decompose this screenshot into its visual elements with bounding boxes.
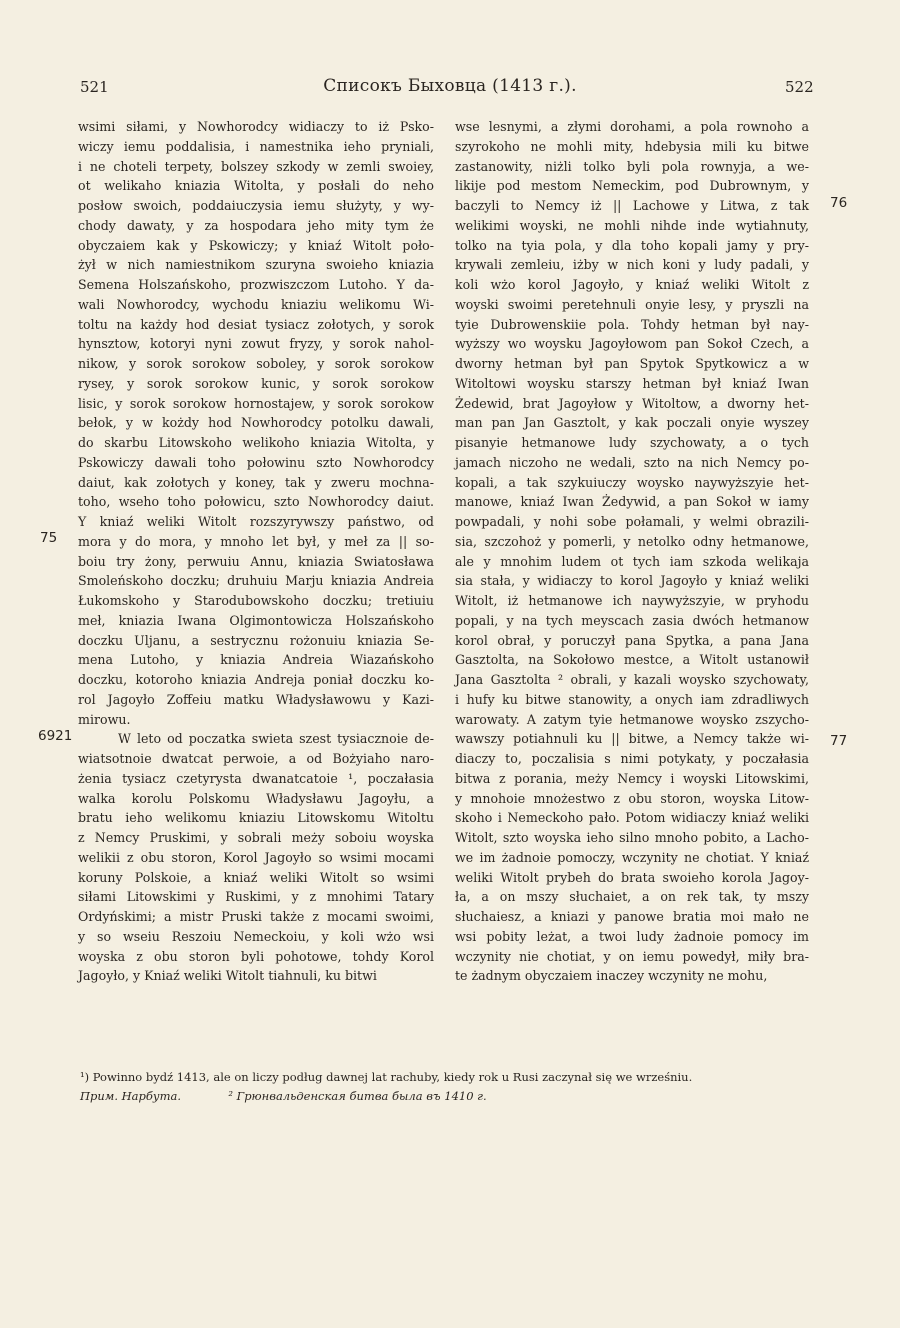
text-line: siłami Litowskimi y Ruskimi, y z mnohimi Tatary [78, 889, 434, 905]
text-line: doczku, kotoroho kniazia Andreja poniał doczku ko- [78, 672, 434, 687]
margin-number-76: 76 [830, 195, 848, 211]
text-line: z Nemcy Pruskimi, y sobrali meży soboiu woyska [78, 830, 434, 845]
text-line: W leto od poczatka swieta szest tysiacznoie de- [118, 731, 434, 747]
text-line: toltu na każdy hod desiat tysiacz zołotych, y sorok [78, 316, 434, 332]
text-line: ale y mnohim ludem ot tych iam szkoda welikaja [455, 553, 809, 569]
text-line: Jana Gasztolta ² obrali, y kazali woysko szychowaty, [455, 672, 809, 687]
text-line: sia, szczohoż y pomerli, y netolko odny hetmanowe, [455, 533, 809, 549]
text-line: żenia tysiacz czetyrysta dwanatcatoie ¹, poczałasia [78, 770, 434, 786]
text-line: szyrokoho ne mohli mity, hdebysia mili ku bitwe [455, 138, 809, 154]
text-line: lisic, y sorok sorokow hornostajew, y sorok sorokow [78, 395, 434, 411]
text-line: mora y do mora, y mnoho let był, y meł za || so- [78, 533, 434, 549]
text-line: Ordyńskimi; a mistr Pruski także z mocami swoimi, [78, 909, 434, 924]
text-line: Semena Holszańskoho, prozwiszczom Lutoho. Y da- [78, 277, 434, 292]
text-line: Jagoyło, y Kniaź weliki Witolt tiahnuli, ku bitwi [78, 968, 377, 984]
text-line: sia stała, y widiaczy to korol Jagoyło y kniaź weliki [455, 573, 809, 589]
text-line: i ne choteli terpety, bolszey szkody w zemli swoiey, [78, 158, 434, 174]
text-line: koruny Polskoie, a kniaź weliki Witolt so wsimi [78, 869, 434, 885]
text-line: manowe, kniaź Iwan Żedywid, a pan Sokoł w iamy [455, 494, 809, 510]
right-page-number: 522 [785, 78, 814, 96]
text-line: baczyli to Nemcy iż || Lachowe y Litwa, z tak [455, 198, 809, 213]
text-line: woyska z obu storon byli pohotowe, tohdy Korol [78, 948, 434, 964]
text-line: korol obrał, y poruczył pana Spytka, a pana Jana [455, 632, 809, 648]
right-column [455, 117, 809, 986]
text-line: zastanowity, niżli tolko byli pola rownyja, a we- [455, 158, 809, 174]
text-line: warowaty. A zatym tyie hetmanowe woysko zszycho- [455, 711, 809, 727]
text-line: nikow, y sorok sorokow soboley, y sorok sorokow [78, 356, 434, 371]
footnote-editor-note: Прим. Нарбута. [80, 1089, 181, 1103]
text-line: wsi pobity leżat, a twoi ludy żadnoie pomocy im [455, 928, 809, 944]
text-line: pisanyie hetmanowe ludy szychowaty, a o tych [455, 435, 809, 450]
text-line: bratu ieho welikomu kniaziu Litowskomu Witoltu [78, 810, 434, 826]
text-line: Witoltowi woysku starszy hetman był kniaź Iwan [455, 375, 809, 391]
text-line: rysey, y sorok sorokow kunic, y sorok sorokow [78, 375, 434, 391]
text-line: toho, wseho toho połowicu, szto Nowhorodcy daiut. [78, 494, 434, 510]
text-line: obyczaiem kak y Pskowiczy; y kniaź Witolt poło- [78, 237, 434, 253]
text-line: y mnohoie mnożestwo z obu storon, woyska Litow- [455, 790, 809, 806]
text-line: te żadnym obyczaiem inaczey wczynity ne mohu, [455, 968, 768, 984]
text-line: dworny hetman był pan Spytok Spytkowicz a w [455, 356, 809, 371]
text-line: koli wżo korol Jagoyło, y kniaź weliki Witolt z [455, 277, 809, 292]
margin-number-75: 75 [40, 530, 58, 546]
text-line: boiu try żony, perwuiu Annu, kniazia Swiatosława [78, 553, 434, 569]
text-line: bełok, y w kożdy hod Nowhorodcy potolku dawali, [78, 415, 434, 431]
text-line: tolko na tyia pola, y dla toho kopali jamy y pry- [455, 237, 809, 253]
text-line: żył w nich namiestnikom szuryna swoieho kniazia [78, 257, 434, 273]
text-line: Gasztolta, na Sokołowo mestce, a Witolt ustanowił [455, 652, 809, 668]
text-line: jamach niczoho ne wedali, szto na nich Nemcy po- [455, 454, 809, 470]
text-line: i hufy ku bitwe stanowity, a onych iam zdradliwych [455, 691, 809, 707]
text-line: rol Jagoyło Zoffeiu matku Władysławowu y Kazi- [78, 691, 434, 707]
text-line: słuchaiesz, a kniazi y panowe bratia moi mało ne [455, 909, 809, 924]
text-line: Łukomskoho y Starodubowskoho doczku; tretiuiu [78, 593, 434, 608]
text-line: woyski swoimi peretehnuli onyie lesy, y pryszli na [455, 296, 809, 312]
text-line: Witolt, szto woyska ieho silno mnoho pobito, a Lacho- [455, 830, 809, 845]
text-line: welikimi woyski, ne mohli nihde inde wytiahnuty, [455, 217, 809, 233]
text-line: weliki Witolt prybeh do brata swoieho korola Jagoy- [455, 869, 809, 885]
left-page-number: 521 [80, 78, 109, 96]
text-line: Pskowiczy dawali toho połowinu szto Nowhorodcy [78, 454, 434, 470]
text-line: Smoleńskoho doczku; druhuiu Marju kniazia Andreia [78, 573, 434, 589]
text-line: meł, kniazia Iwana Olgimontowicza Holszańskoho [78, 612, 434, 628]
text-line: wsimi siłami, y Nowhorodcy widiaczy to iż Psko- [78, 119, 434, 134]
text-line: wali Nowhorodcy, wychodu kniaziu welikomu Wi- [78, 296, 434, 312]
text-line: wiczy iemu poddalisia, i namestnika ieho pryniali, [78, 138, 434, 154]
text-line: hynsztow, kotoryi nyni zowut fryzy, y sorok nahol- [78, 336, 434, 352]
text-line: wiatsotnoie dwatcat perwoie, a od Bożyiaho naro- [78, 751, 434, 766]
text-line: y so wseiu Reszoiu Nemeckoiu, y koli wżo wsi [78, 928, 434, 944]
text-line: ła, a on mszy słuchaiet, a on rek tak, ty mszy [455, 889, 809, 905]
text-line: powpadali, y nohi sobe połamali, y welmi obrazili- [455, 514, 809, 529]
margin-number-77: 77 [830, 733, 848, 749]
text-line: walka korolu Polskomu Władysławu Jagoyłu, a [78, 790, 434, 806]
text-line: daiut, kak zołotych y koney, tak y zweru mochna- [78, 474, 434, 490]
text-line: mena Lutoho, y kniazia Andreia Wiazańskoho [78, 652, 434, 668]
text-line: welikii z obu storon, Korol Jagoyło so wsimi mocami [78, 849, 434, 865]
text-line: wyższy wo woysku Jagoyłowom pan Sokoł Czech, a [455, 336, 809, 352]
text-line: kopali, a tak szykuiuczy woysko naywyższyie het- [455, 474, 809, 490]
text-line: wczynity nie chotiat, y on iemu powedył, miły bra- [455, 948, 809, 964]
left-column [78, 117, 434, 986]
text-line: wawszy potiahnuli ku || bitwe, a Nemcy także wi- [455, 731, 809, 747]
footnote-2-text: ² Грюнвальденская битва была въ 1410 г. [228, 1089, 487, 1103]
text-line: diaczy to, poczalisia s nimi potykaty, y poczałasia [455, 751, 809, 766]
text-line: wse lesnymi, a złymi dorohami, a pola rownoho a [455, 119, 809, 134]
text-line: posłow swoich, poddaiuczysia iemu służyty, y wy- [78, 198, 434, 213]
text-line: Żedewid, brat Jagoyłow y Witoltow, a dworny het- [455, 395, 809, 411]
text-line: Witolt, iż hetmanowe ich naywyższyie, w pryhodu [455, 593, 809, 608]
margin-number-6921: 6921 [38, 728, 73, 744]
text-line: ot welikaho kniazia Witolta, y posłali do neho [78, 178, 434, 194]
text-line: Y kniaź weliki Witolt rozszyrywszy państwo, od [78, 514, 434, 529]
text-line: krywali zemleiu, iżby w nich koni y ludy padali, y [455, 257, 809, 273]
text-line: bitwa z porania, meży Nemcy i woyski Litowskimi, [455, 770, 809, 786]
text-line: likije pod mestom Nemeckim, pod Dubrownym, y [455, 178, 809, 194]
text-line: skoho i Nemeckoho pało. Potom widiaczy kniaź weliki [455, 810, 809, 826]
text-line: doczku Uljanu, a sestrycznu rożonuiu kniazia Se- [78, 632, 434, 648]
text-line: mirowu. [78, 711, 131, 727]
page-title: Списокъ Быховца (1413 г.). [323, 76, 577, 96]
text-line: popali, y na tych meyscach zasia dwóch hetmanow [455, 612, 809, 628]
text-line: we im żadnoie pomoczy, wczynity ne chotiat. Y kniaź [455, 849, 809, 865]
text-line: tyie Dubrowenskiie pola. Tohdy hetman był nay- [455, 316, 809, 332]
text-line: do skarbu Litowskoho welikoho kniazia Witolta, y [78, 435, 434, 450]
text-line: man pan Jan Gasztolt, y kak poczali onyie wyszey [455, 415, 809, 431]
footnote-2 [80, 1086, 820, 1106]
footnote-1: ¹) Powinno bydź 1413, ale on liczy podług dawnej lat rachuby, kiedy rok u Rusi zaczynał się we wrześniu. [80, 1070, 693, 1084]
text-line: chody dawaty, y za hospodara jeho mity tym że [78, 217, 434, 233]
